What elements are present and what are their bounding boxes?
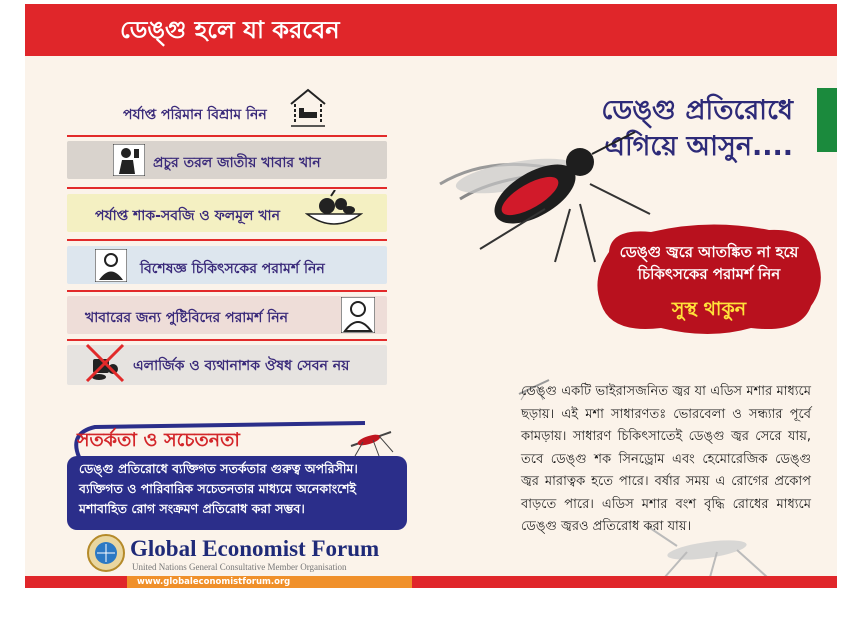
tip-divider <box>67 339 387 341</box>
tip-no-medicine: এলার্জিক ও ব্যথানাশক ঔষধ সেবন নয় <box>133 358 350 374</box>
heading-mosquito-icon <box>345 422 397 458</box>
doctor-icon <box>95 249 127 282</box>
fruits-vegetables-icon <box>305 190 363 232</box>
no-medicine-icon <box>85 343 125 383</box>
awareness-text: ডেঙ্গু প্রতিরোধে ব্যক্তিগত সতর্কতার গুরুত্ব অপরিসীম। ব্যক্তিগত ও পারিবারিক সচেতনতার মাধ্যমে অনেকাংশেই মশাবাহিত রোগ সংক্রমণ প্রতিরোধ করা সম্ভব। <box>79 461 358 516</box>
slogan-line-1: ডেঙ্গু প্রতিরোধে <box>601 95 793 126</box>
advice-line-1: ডেঙ্গু জ্বরে আতঙ্কিত না হয়ে <box>619 243 799 261</box>
awareness-heading: সতর্কতা ও সচেতনতা <box>77 429 240 451</box>
org-url[interactable]: www.globaleconomistforum.org <box>137 577 291 587</box>
drinking-person-icon <box>113 144 145 176</box>
green-accent <box>817 88 837 152</box>
tip-divider <box>67 239 387 241</box>
dengue-poster <box>25 4 837 588</box>
slogan-line-2: এগিয়ে আসুন.... <box>604 131 793 162</box>
bed-house-icon <box>287 86 329 128</box>
tip-doctor: বিশেষজ্ঞ চিকিৎসকের পরামর্শ নিন <box>140 261 325 277</box>
dengue-description: ডেঙ্গু একটি ভাইরাসজনিত জ্বর যা এডিস মশার মাধ্যমে ছড়ায়। এই মশা সাধারণতঃ ভোরবেলা ও সন্ধ্যার পূর্বে কামড়ায়। সাধারণ চিকিৎসাতেই ডেঙ্গু জ্বর সেরে যায়, তবে ডেঙ্গু শক সিনড্রোম এবং হেমোরেজিক ডেঙ্গু জ্বর মারাত্বক হতে পারে। বর্ষার সময় এ রোগের প্রকোপ বাড়তে পারে। এডিস মশার বংশ বৃদ্ধি রোধের মাধ্যমে ডেঙ্গু জ্বরও প্রতিরোধ করা যায়। <box>521 384 811 534</box>
org-name: Global Economist Forum <box>130 536 380 561</box>
gef-logo-icon <box>87 534 125 572</box>
tip-nutritionist: খাবারের জন্য পুষ্টিবিদের পরামর্শ নিন <box>85 310 288 326</box>
poster-title: ডেঙ্গু হলে যা করবেন <box>120 16 340 44</box>
tip-rest: পর্যাপ্ত পরিমান বিশ্রাম নিন <box>123 107 267 123</box>
tip-divider <box>67 135 387 137</box>
advice-line-2: চিকিৎসকের পরামর্শ নিন <box>637 265 781 283</box>
advice-emphasis: সুস্থ থাকুন <box>671 298 747 320</box>
tip-fluids: প্রচুর তরল জাতীয় খাবার খান <box>153 155 321 171</box>
tip-vegetables: পর্যাপ্ত শাক-সবজি ও ফলমূল খান <box>95 208 280 224</box>
org-subtitle: United Nations General Consultative Member Organisation <box>132 562 347 572</box>
nutritionist-icon <box>341 297 375 333</box>
tip-divider <box>67 290 387 292</box>
tip-divider <box>67 187 387 189</box>
